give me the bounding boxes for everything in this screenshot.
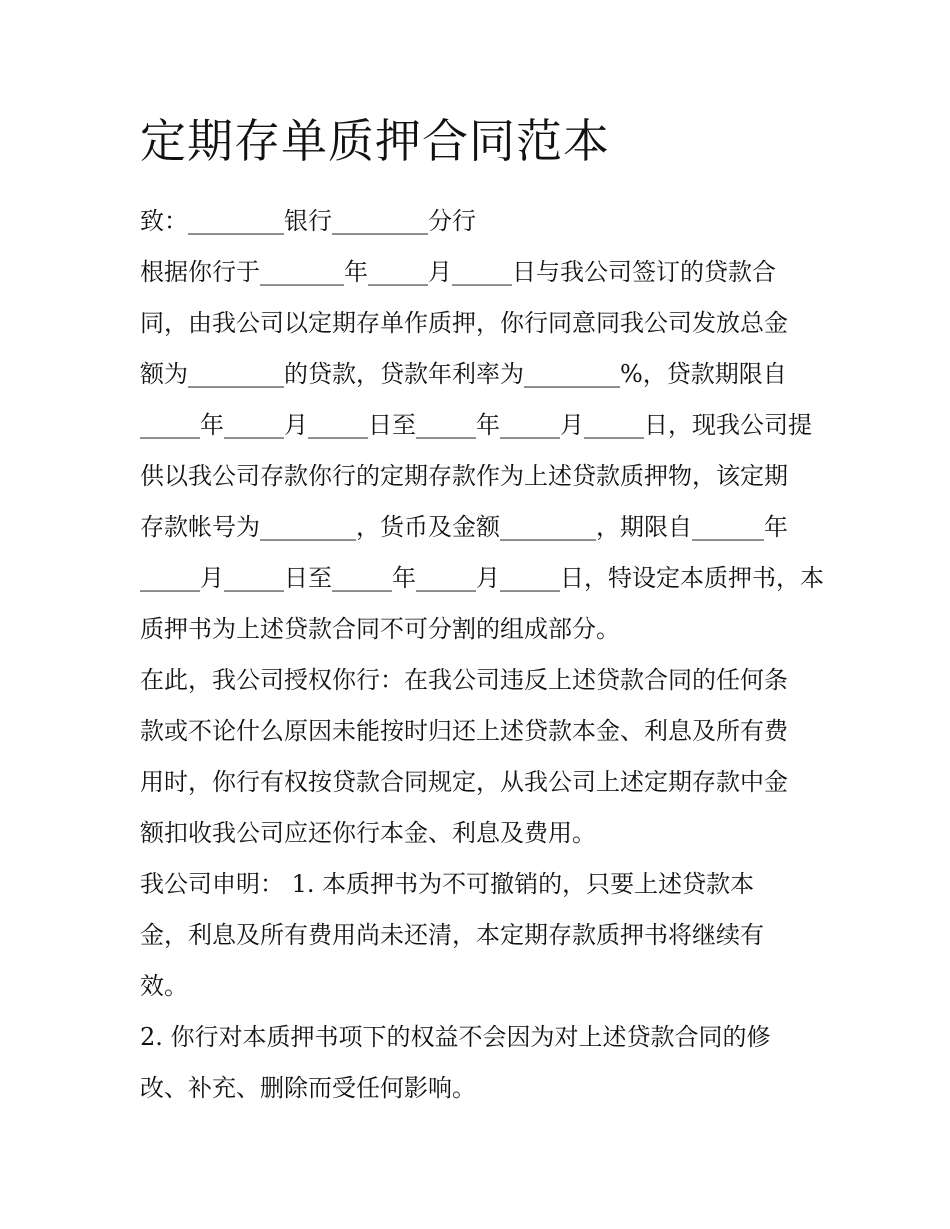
body-line: 我公司申明： 1. 本质押书为不可撤销的，只要上述贷款本	[140, 870, 755, 898]
document-title: 定期存单质押合同范本	[140, 114, 610, 168]
body-line: _____月_____日至_____年_____月_____日，特设定本质押书，本	[140, 564, 824, 592]
body-line: 质押书为上述贷款合同不可分割的组成部分。	[140, 615, 620, 643]
body-line: 存款帐号为________，货币及金额________，期限自______年	[140, 513, 788, 541]
body-line: 金，利息及所有费用尚未还清，本定期存款质押书将继续有	[140, 921, 764, 949]
body-line: 款或不论什么原因未能按时归还上述贷款本金、利息及所有费	[140, 717, 788, 745]
body-line: 效。	[140, 972, 188, 1000]
body-line: 根据你行于_______年_____月_____日与我公司签订的贷款合	[140, 258, 776, 286]
body-line: 供以我公司存款你行的定期存款作为上述贷款质押物，该定期	[140, 462, 788, 490]
body-line: 在此，我公司授权你行：在我公司违反上述贷款合同的任何条	[140, 666, 788, 694]
body-line: 额为________的贷款，贷款年利率为________%，贷款期限自	[140, 360, 787, 388]
body-line: 同，由我公司以定期存单作质押，你行同意同我公司发放总金	[140, 309, 788, 337]
body-line: _____年_____月_____日至_____年_____月_____日，现我公司提	[140, 411, 812, 439]
body-line: 2. 你行对本质押书项下的权益不会因为对上述贷款合同的修	[140, 1023, 771, 1051]
body-line: 改、补充、删除而受任何影响。	[140, 1074, 476, 1102]
addressee-line: 致：________银行________分行	[140, 207, 476, 235]
body-line: 额扣收我公司应还你行本金、利息及费用。	[140, 819, 596, 847]
body-line: 用时，你行有权按贷款合同规定，从我公司上述定期存款中金	[140, 768, 788, 796]
